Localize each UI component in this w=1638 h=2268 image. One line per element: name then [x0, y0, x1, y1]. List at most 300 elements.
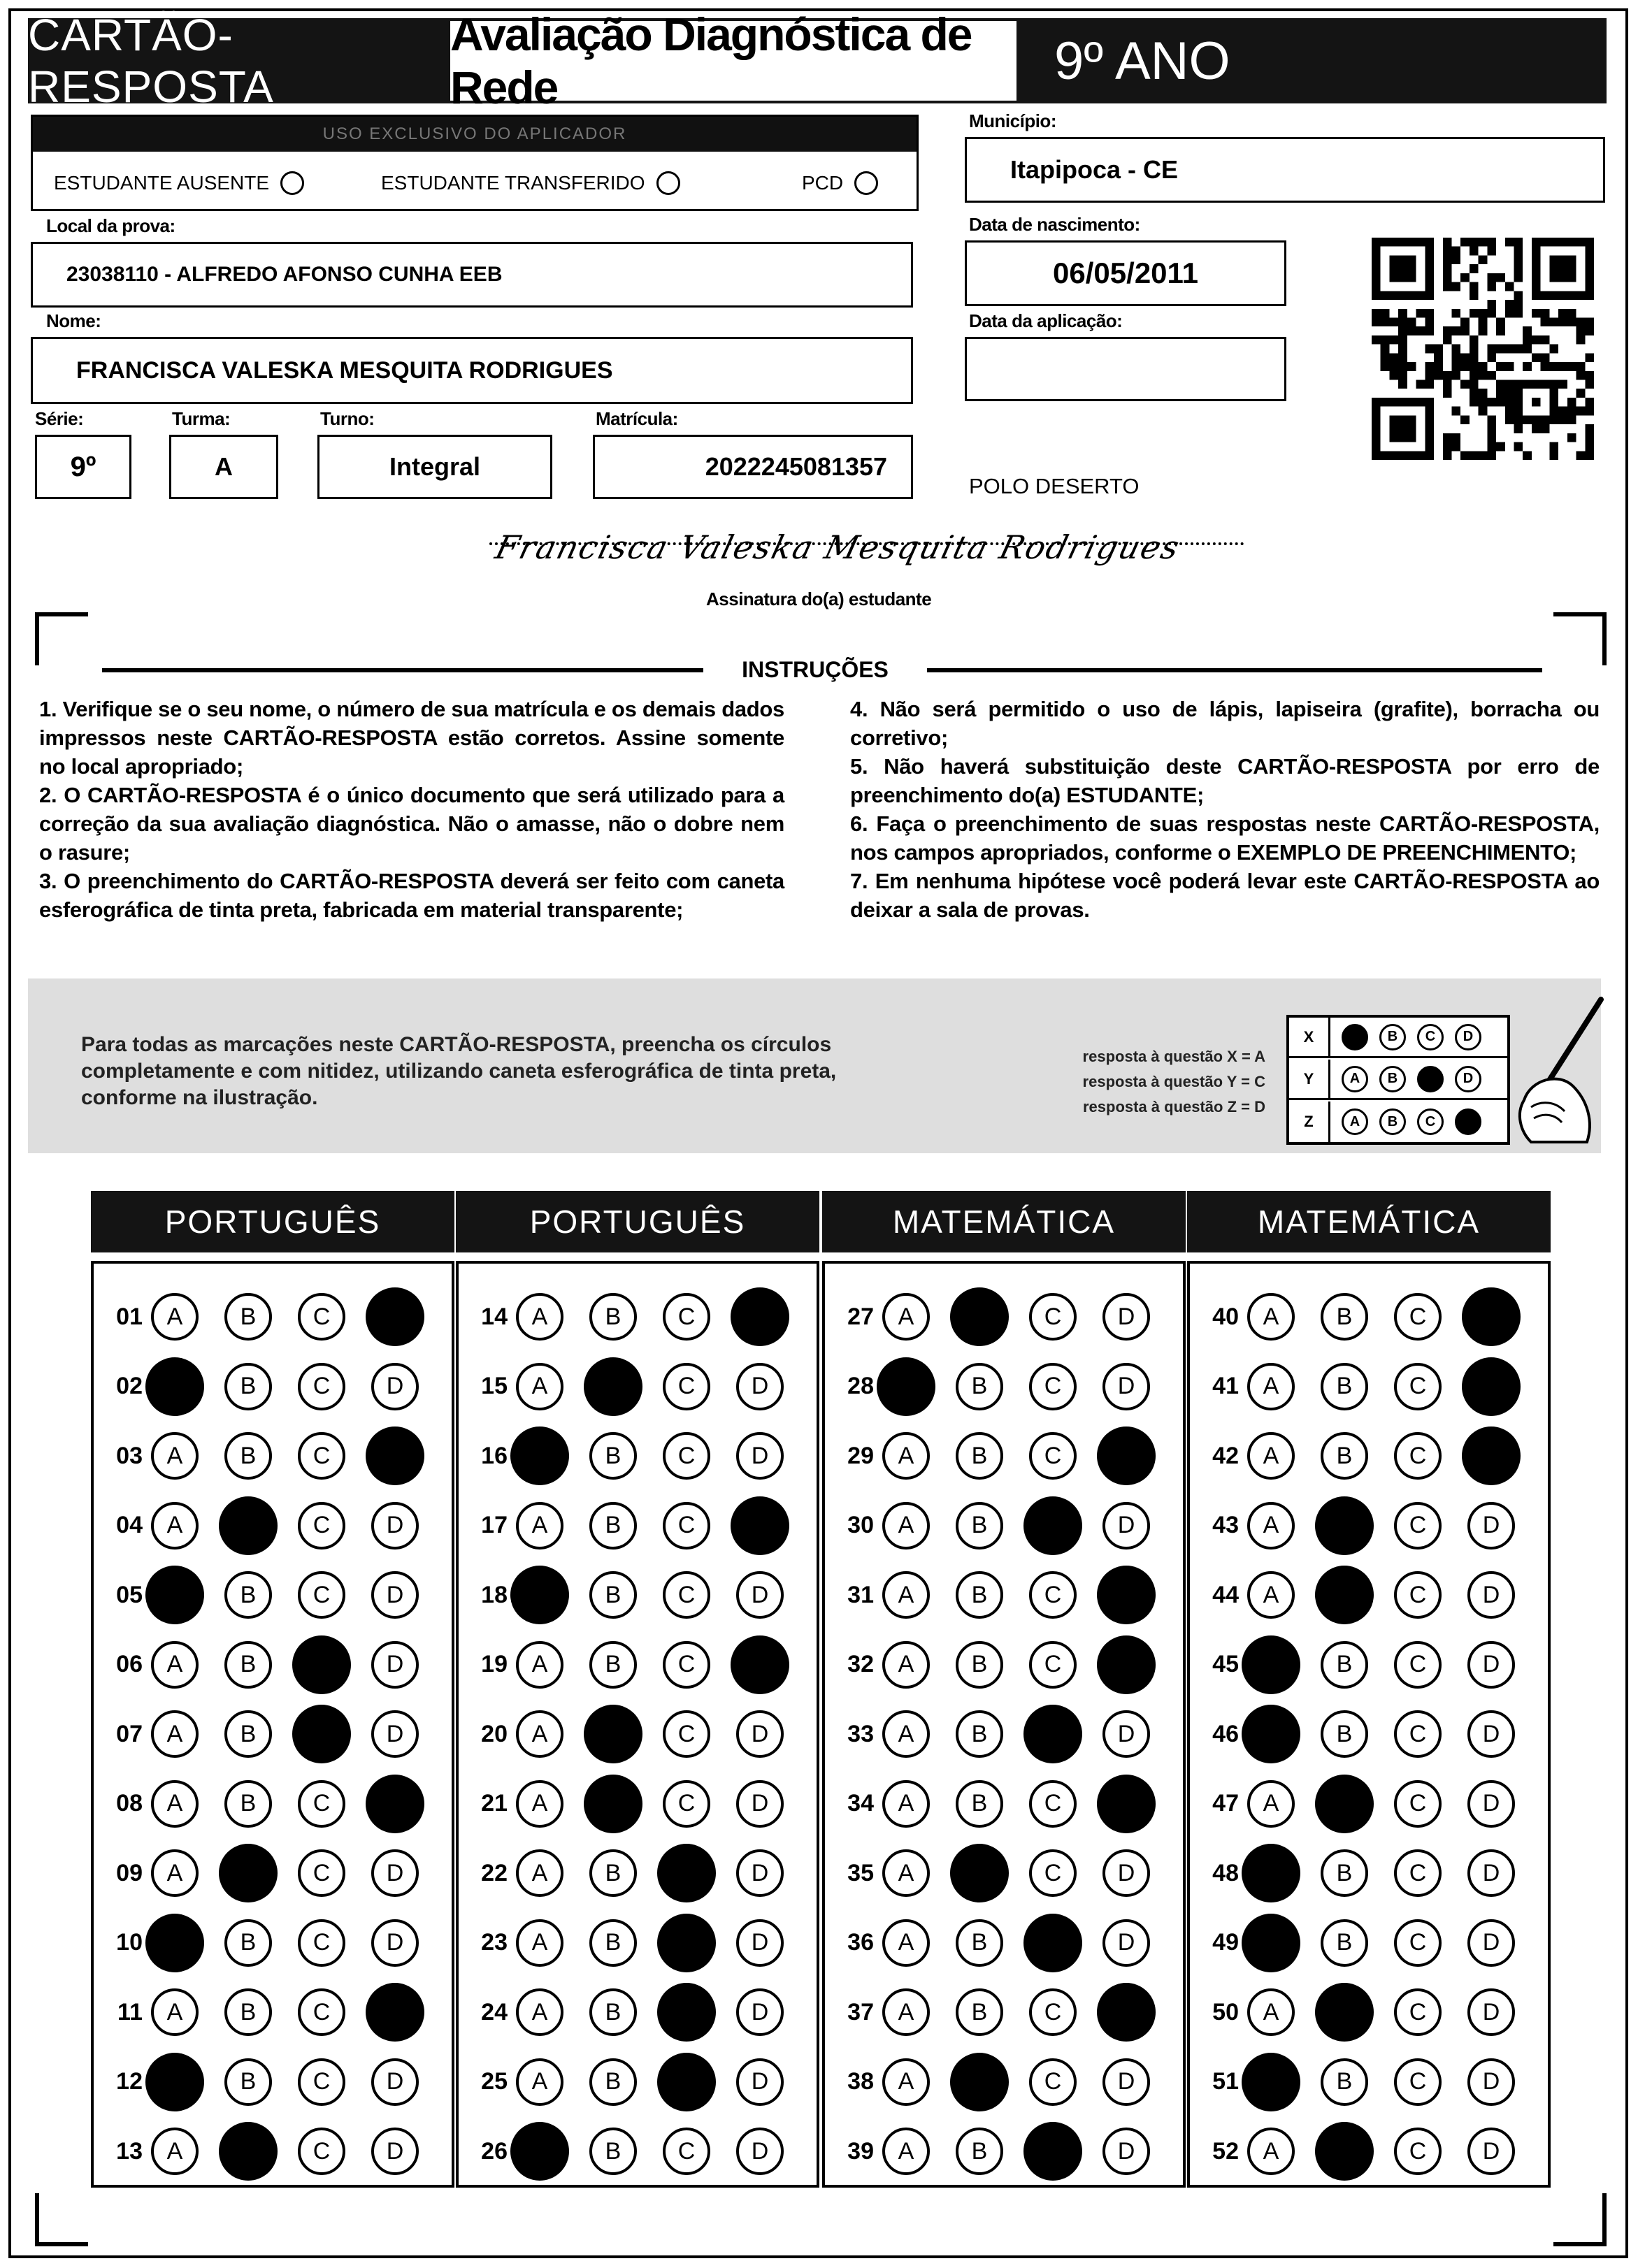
- absent-radio[interactable]: [280, 171, 304, 195]
- local-field: 23038110 - ALFREDO AFONSO CUNHA EEB: [31, 242, 913, 308]
- answer-bubble-b[interactable]: B: [589, 1502, 637, 1550]
- answer-bubble-d[interactable]: D: [371, 1641, 419, 1689]
- answer-bubble-a[interactable]: A: [1247, 1988, 1295, 2036]
- instruction-item: 1. Verifique se o seu nome, o número de sua matrícula e os demais dados impressos neste CARTÃO-RESPOSTA estão corretos. Assine somente no local apropriado;: [39, 697, 784, 779]
- answer-bubble-c[interactable]: C: [1394, 1571, 1442, 1619]
- answer-bubble-b[interactable]: B: [956, 1363, 1003, 1410]
- answer-bubble-b[interactable]: B: [956, 1502, 1003, 1550]
- answer-bubble-b[interactable]: B: [956, 1641, 1003, 1689]
- answer-bubble-b[interactable]: B: [589, 1919, 637, 1967]
- answer-bubble-c[interactable]: C: [1029, 1988, 1077, 2036]
- answer-bubble-b[interactable]: B: [1315, 2122, 1374, 2181]
- nome-label: Nome:: [46, 310, 101, 331]
- answer-bubble-d[interactable]: D: [1467, 1641, 1515, 1689]
- question-row: [825, 1498, 1150, 1554]
- answer-bubble-d[interactable]: D: [736, 2058, 784, 2106]
- answer-bubble-d[interactable]: D: [1467, 2058, 1515, 2106]
- question-number: 25: [481, 2068, 508, 2095]
- answer-bubble-c[interactable]: C: [657, 1914, 716, 1972]
- question-number: 34: [847, 1790, 874, 1816]
- answer-bubble-b[interactable]: B: [224, 1432, 272, 1480]
- answer-bubble-a[interactable]: A: [882, 1502, 930, 1550]
- answer-bubble-a[interactable]: A: [1247, 1571, 1295, 1619]
- answer-bubble-d[interactable]: D: [366, 1426, 424, 1485]
- question-number: 02: [116, 1373, 143, 1399]
- answer-bubble-d[interactable]: D: [731, 1496, 789, 1555]
- answer-bubble-c[interactable]: C: [292, 1705, 351, 1763]
- legend-item: resposta à questão Y = C: [1082, 1073, 1265, 1090]
- question-row: [825, 1637, 1150, 1693]
- answer-bubble-a[interactable]: A: [1247, 1293, 1295, 1341]
- answer-bubble-b[interactable]: B: [224, 2058, 272, 2106]
- corner-mark-tl: [35, 612, 88, 665]
- grade-title: 9º ANO: [1019, 18, 1607, 103]
- answer-bubble-b[interactable]: B: [589, 1571, 637, 1619]
- applicator-box: [31, 115, 919, 211]
- answer-bubble-d[interactable]: D: [1462, 1287, 1521, 1346]
- transferred-option[interactable]: [381, 171, 680, 195]
- answer-bubble-a[interactable]: A: [145, 1566, 204, 1624]
- answer-bubble-a[interactable]: A: [882, 1780, 930, 1828]
- question-row: [825, 1915, 1150, 1971]
- answer-bubble-d[interactable]: D: [1097, 1566, 1156, 1624]
- question-row: [825, 1706, 1150, 1762]
- answer-bubble-d[interactable]: D: [1102, 1502, 1150, 1550]
- answer-bubble-d[interactable]: D: [1102, 2058, 1150, 2106]
- answer-bubble-c[interactable]: C: [663, 1571, 710, 1619]
- answer-bubble-d[interactable]: D: [371, 1919, 419, 1967]
- answer-bubble-c[interactable]: C: [663, 2128, 710, 2175]
- answer-bubble-d[interactable]: D: [1462, 1357, 1521, 1416]
- answer-bubble-c[interactable]: C: [657, 1983, 716, 2042]
- question-row: [825, 1289, 1150, 1345]
- municipio-label: Município:: [969, 110, 1056, 131]
- answer-bubble-a[interactable]: A: [882, 1919, 930, 1967]
- answer-bubble-a[interactable]: A: [151, 2128, 199, 2175]
- answer-bubble-c[interactable]: C: [1029, 1780, 1077, 1828]
- question-number: 41: [1212, 1373, 1239, 1399]
- answer-bubble-d[interactable]: D: [1462, 1426, 1521, 1485]
- answer-bubble-c[interactable]: C: [1394, 1363, 1442, 1410]
- question-row: [825, 2054, 1150, 2110]
- question-row: [94, 2054, 419, 2110]
- instructions-rule-right: [927, 668, 1542, 672]
- legend-item: resposta à questão Z = D: [1082, 1098, 1265, 1115]
- answer-bubble-d[interactable]: D: [371, 2128, 419, 2175]
- answer-bubble-c[interactable]: C: [1394, 1293, 1442, 1341]
- answer-bubble-c[interactable]: C: [663, 1780, 710, 1828]
- answer-bubble-b[interactable]: B: [584, 1775, 642, 1833]
- answer-bubble-d[interactable]: D: [1102, 1293, 1150, 1341]
- answer-bubble-d[interactable]: D: [736, 1988, 784, 2036]
- matricula-label: Matrícula:: [596, 408, 678, 429]
- answer-bubble-c[interactable]: C: [298, 1780, 345, 1828]
- answer-bubble-d[interactable]: D: [731, 1287, 789, 1346]
- answer-bubble-a[interactable]: A: [1247, 1363, 1295, 1410]
- answer-bubble-c[interactable]: C: [663, 1641, 710, 1689]
- example-row: [1289, 1018, 1507, 1058]
- example-grid: [1286, 1015, 1510, 1145]
- signature-label: Assinatura do(a) estudante: [706, 588, 932, 609]
- answer-bubble-b[interactable]: B: [584, 1357, 642, 1416]
- answer-bubble-c[interactable]: C: [1394, 1919, 1442, 1967]
- answer-bubble-a[interactable]: A: [516, 2058, 563, 2106]
- answer-bubble-a[interactable]: A: [1247, 1502, 1295, 1550]
- answer-bubble-b[interactable]: B: [589, 1988, 637, 2036]
- aplicacao-field: [965, 337, 1286, 401]
- answer-bubble-b[interactable]: B: [224, 1293, 272, 1341]
- answer-bubble-a[interactable]: A: [882, 1571, 930, 1619]
- question-number: 04: [116, 1512, 143, 1538]
- answer-bubble-b[interactable]: B: [219, 1496, 278, 1555]
- question-row: [94, 1359, 419, 1415]
- answer-bubble-a[interactable]: A: [151, 1710, 199, 1758]
- answer-bubble-b[interactable]: B: [1321, 1849, 1368, 1897]
- answer-bubble-c[interactable]: C: [663, 1363, 710, 1410]
- signature-line: [489, 542, 1244, 545]
- answer-bubble-a[interactable]: A: [1242, 1914, 1300, 1972]
- answer-bubble-d[interactable]: D: [371, 2058, 419, 2106]
- answer-bubble-b[interactable]: B: [950, 1287, 1009, 1346]
- turma-field: A: [169, 435, 278, 499]
- answer-bubble-a[interactable]: A: [882, 2128, 930, 2175]
- question-row: [825, 1776, 1150, 1832]
- answer-bubble-a[interactable]: A: [516, 1293, 563, 1341]
- answer-bubble-d[interactable]: D: [366, 1287, 424, 1346]
- answer-bubble-b[interactable]: B: [1315, 1496, 1374, 1555]
- answer-bubble-d[interactable]: D: [1467, 1710, 1515, 1758]
- answer-bubble-c[interactable]: C: [298, 1293, 345, 1341]
- pcd-option[interactable]: [802, 171, 878, 195]
- answer-bubble-a[interactable]: A: [516, 1641, 563, 1689]
- answer-bubble-b[interactable]: B: [1321, 2058, 1368, 2106]
- answer-bubble-a[interactable]: A: [151, 1432, 199, 1480]
- question-number: 35: [847, 1859, 874, 1886]
- corner-mark-br: [1553, 2193, 1607, 2246]
- answer-bubble-b[interactable]: B: [224, 1641, 272, 1689]
- instructions-left: [39, 695, 784, 924]
- answer-bubble-a[interactable]: A: [510, 1566, 569, 1624]
- answer-bubble-a[interactable]: A: [1247, 2128, 1295, 2175]
- answer-bubble-c[interactable]: C: [298, 1363, 345, 1410]
- answer-bubble-d[interactable]: D: [1097, 1635, 1156, 1694]
- answer-bubble-d[interactable]: D: [1097, 1983, 1156, 2042]
- answer-bubble-b[interactable]: B: [1315, 1983, 1374, 2042]
- example-row-label: X: [1289, 1018, 1330, 1056]
- answer-bubble-a[interactable]: A: [882, 1432, 930, 1480]
- instruction-item: 6. Faça o preenchimento de suas respostas neste CARTÃO-RESPOSTA, nos campos apropriados, conforme o EXEMPLO DE PREENCHIMENTO;: [850, 811, 1600, 865]
- answer-bubble-b[interactable]: B: [589, 1293, 637, 1341]
- answer-bubble-c[interactable]: C: [663, 1432, 710, 1480]
- answer-bubble-b[interactable]: B: [224, 1780, 272, 1828]
- example-bubble-c: C: [1417, 1024, 1444, 1050]
- answer-bubble-c[interactable]: C: [1029, 1293, 1077, 1341]
- answer-bubble-c[interactable]: C: [1029, 1571, 1077, 1619]
- question-row: [459, 1706, 784, 1762]
- answer-bubble-b[interactable]: B: [950, 2053, 1009, 2111]
- question-row: [94, 1845, 419, 1901]
- answer-bubble-c[interactable]: C: [663, 1502, 710, 1550]
- answer-bubble-b[interactable]: B: [224, 1571, 272, 1619]
- answer-bubble-a[interactable]: A: [877, 1357, 935, 1416]
- answer-bubble-d[interactable]: D: [736, 1919, 784, 1967]
- answer-bubble-c[interactable]: C: [1394, 2128, 1442, 2175]
- answer-bubble-b[interactable]: B: [589, 2058, 637, 2106]
- answer-bubble-a[interactable]: A: [882, 1293, 930, 1341]
- question-row: [825, 2123, 1150, 2179]
- question-row: [1190, 1289, 1515, 1345]
- answer-bubble-a[interactable]: A: [151, 1849, 199, 1897]
- answer-bubble-c[interactable]: C: [1029, 1641, 1077, 1689]
- question-number: 11: [117, 1998, 143, 2025]
- local-label: Local da prova:: [46, 215, 175, 236]
- answer-bubble-d[interactable]: D: [1467, 1571, 1515, 1619]
- answer-bubble-a[interactable]: A: [882, 1988, 930, 2036]
- answer-bubble-b[interactable]: B: [1321, 1432, 1368, 1480]
- question-number: 52: [1212, 2137, 1239, 2165]
- answer-bubble-d[interactable]: D: [1102, 2128, 1150, 2175]
- question-row: [825, 1984, 1150, 2040]
- serie-label: Série:: [35, 408, 84, 429]
- instruction-item: 4. Não será permitido o uso de lápis, lapiseira (grafite), borracha ou corretivo;: [850, 697, 1600, 750]
- answer-bubble-b[interactable]: B: [1321, 1710, 1368, 1758]
- answer-bubble-a[interactable]: A: [516, 1363, 563, 1410]
- question-number: 39: [847, 2137, 874, 2165]
- answer-bubble-b[interactable]: B: [956, 1571, 1003, 1619]
- answer-bubble-a[interactable]: A: [151, 1988, 199, 2036]
- example-bubble-c: C: [1417, 1108, 1444, 1135]
- answer-bubble-c[interactable]: C: [298, 1571, 345, 1619]
- answer-bubble-c[interactable]: C: [1023, 1914, 1082, 1972]
- answer-bubble-b[interactable]: B: [1321, 1293, 1368, 1341]
- answer-bubble-c[interactable]: C: [663, 1710, 710, 1758]
- question-number: 09: [116, 1859, 143, 1886]
- answer-bubble-a[interactable]: A: [882, 2058, 930, 2106]
- answer-bubble-b[interactable]: B: [956, 1432, 1003, 1480]
- answer-bubble-a[interactable]: A: [145, 1914, 204, 1972]
- answer-bubble-a[interactable]: A: [516, 1849, 563, 1897]
- answer-bubble-d[interactable]: D: [366, 1775, 424, 1833]
- answer-bubble-c[interactable]: C: [663, 1293, 710, 1341]
- answer-bubble-c[interactable]: C: [1394, 1780, 1442, 1828]
- answer-bubble-b[interactable]: B: [1315, 1566, 1374, 1624]
- answer-bubble-b[interactable]: B: [589, 1849, 637, 1897]
- hand-pen-icon: [1482, 995, 1608, 1149]
- answer-bubble-b[interactable]: B: [956, 1919, 1003, 1967]
- question-row: [459, 2054, 784, 2110]
- answer-bubble-d[interactable]: D: [736, 1849, 784, 1897]
- answer-bubble-c[interactable]: C: [657, 2053, 716, 2111]
- answer-bubble-d[interactable]: D: [1467, 1988, 1515, 2036]
- answer-bubble-c[interactable]: C: [298, 2128, 345, 2175]
- answer-bubble-b[interactable]: B: [589, 1432, 637, 1480]
- answer-bubble-c[interactable]: C: [298, 1988, 345, 2036]
- answer-bubble-c[interactable]: C: [1029, 1849, 1077, 1897]
- legend-item: resposta à questão X = A: [1082, 1048, 1265, 1065]
- question-number: 12: [116, 2068, 143, 2095]
- answer-bubble-a[interactable]: A: [516, 1710, 563, 1758]
- answer-bubble-c[interactable]: C: [1394, 1988, 1442, 2036]
- question-row: [1190, 1359, 1515, 1415]
- instruction-item: 2. O CARTÃO-RESPOSTA é o único documento que será utilizado para a correção da sua avaliação diagnóstica. Não o amasse, não o dobre nem o rasure;: [39, 783, 784, 865]
- answer-bubble-d[interactable]: D: [736, 1432, 784, 1480]
- answer-bubble-a[interactable]: A: [1242, 2053, 1300, 2111]
- answer-bubble-a[interactable]: A: [882, 1849, 930, 1897]
- answer-bubble-c[interactable]: C: [298, 1432, 345, 1480]
- question-number: 13: [116, 2137, 143, 2165]
- answer-bubble-d[interactable]: D: [371, 1849, 419, 1897]
- answer-bubble-a[interactable]: A: [151, 1293, 199, 1341]
- question-row: [1190, 1915, 1515, 1971]
- question-row: [459, 1637, 784, 1693]
- example-bubble-b: B: [1379, 1108, 1406, 1135]
- answer-bubble-d[interactable]: D: [371, 1571, 419, 1619]
- absent-option[interactable]: [54, 171, 304, 195]
- example-bubble-a: A: [1342, 1066, 1368, 1092]
- question-row: [94, 1776, 419, 1832]
- transferred-radio[interactable]: [656, 171, 680, 195]
- answer-bubble-b[interactable]: B: [950, 1844, 1009, 1902]
- answer-bubble-d[interactable]: D: [366, 1983, 424, 2042]
- answer-bubble-b[interactable]: B: [589, 1641, 637, 1689]
- answer-bubble-a[interactable]: A: [510, 1426, 569, 1485]
- answer-bubble-a[interactable]: A: [882, 1641, 930, 1689]
- question-number: 29: [847, 1442, 874, 1469]
- answer-bubble-d[interactable]: D: [1467, 1849, 1515, 1897]
- answer-bubble-c[interactable]: C: [1029, 1432, 1077, 1480]
- answer-bubble-b[interactable]: B: [1321, 1363, 1368, 1410]
- answer-bubble-b[interactable]: B: [1321, 1641, 1368, 1689]
- example-bubble-b: B: [1379, 1066, 1406, 1092]
- answer-bubble-b[interactable]: B: [956, 1710, 1003, 1758]
- corner-mark-tr: [1553, 612, 1607, 665]
- answer-bubble-b[interactable]: B: [224, 1988, 272, 2036]
- answer-bubble-d[interactable]: D: [371, 1710, 419, 1758]
- answer-bubble-d[interactable]: D: [371, 1502, 419, 1550]
- question-number: 40: [1212, 1303, 1239, 1330]
- answer-bubble-c[interactable]: C: [1394, 2058, 1442, 2106]
- answer-bubble-d[interactable]: D: [371, 1363, 419, 1410]
- answer-bubble-c[interactable]: C: [1029, 2058, 1077, 2106]
- answer-bubble-a[interactable]: A: [1247, 1432, 1295, 1480]
- answer-bubble-c[interactable]: C: [1023, 1496, 1082, 1555]
- answer-bubble-a[interactable]: A: [510, 2122, 569, 2181]
- answer-bubble-a[interactable]: A: [151, 1780, 199, 1828]
- answer-bubble-a[interactable]: A: [1242, 1705, 1300, 1763]
- answer-bubble-b[interactable]: B: [1315, 1775, 1374, 1833]
- answer-bubble-c[interactable]: C: [298, 1919, 345, 1967]
- question-number: 23: [481, 1929, 508, 1956]
- answer-bubble-d[interactable]: D: [736, 2128, 784, 2175]
- answer-bubble-c[interactable]: C: [298, 1502, 345, 1550]
- answer-bubble-c[interactable]: C: [292, 1635, 351, 1694]
- question-row: [459, 2123, 784, 2179]
- question-number: 36: [847, 1929, 874, 1956]
- example-row-label: Z: [1289, 1102, 1330, 1142]
- answer-bubble-d[interactable]: D: [736, 1710, 784, 1758]
- question-number: 49: [1212, 1929, 1239, 1956]
- answer-bubble-b[interactable]: B: [219, 2122, 278, 2181]
- question-number: 07: [116, 1720, 143, 1747]
- answer-bubble-b[interactable]: B: [956, 1988, 1003, 2036]
- answer-bubble-b[interactable]: B: [219, 1844, 278, 1902]
- answer-bubble-c[interactable]: C: [1023, 2122, 1082, 2181]
- question-number: 15: [481, 1373, 508, 1399]
- answer-bubble-a[interactable]: A: [516, 1502, 563, 1550]
- answer-bubble-b[interactable]: B: [224, 1919, 272, 1967]
- answer-column-3: [822, 1261, 1186, 2188]
- question-row: [1190, 1428, 1515, 1484]
- answer-bubble-a[interactable]: A: [151, 1502, 199, 1550]
- answer-bubble-d[interactable]: D: [1097, 1775, 1156, 1833]
- answer-bubble-b[interactable]: B: [589, 2128, 637, 2175]
- answer-bubble-b[interactable]: B: [584, 1705, 642, 1763]
- answer-bubble-d[interactable]: D: [1102, 1363, 1150, 1410]
- answer-bubble-a[interactable]: A: [516, 1780, 563, 1828]
- answer-bubble-c[interactable]: C: [657, 1844, 716, 1902]
- question-number: 05: [116, 1581, 143, 1608]
- answer-bubble-c[interactable]: C: [1394, 1641, 1442, 1689]
- answer-bubble-a[interactable]: A: [1242, 1844, 1300, 1902]
- answer-bubble-b[interactable]: B: [224, 1363, 272, 1410]
- answer-bubble-b[interactable]: B: [956, 1780, 1003, 1828]
- answer-bubble-c[interactable]: C: [1023, 1705, 1082, 1763]
- answer-bubble-a[interactable]: A: [516, 1988, 563, 2036]
- answer-bubble-a[interactable]: A: [1247, 1780, 1295, 1828]
- question-number: 44: [1212, 1581, 1239, 1608]
- question-row: [1190, 2054, 1515, 2110]
- question-row: [94, 1706, 419, 1762]
- answer-bubble-b[interactable]: B: [224, 1710, 272, 1758]
- answer-bubble-c[interactable]: C: [1394, 1710, 1442, 1758]
- answer-bubble-c[interactable]: C: [1394, 1432, 1442, 1480]
- answer-bubble-d[interactable]: D: [1467, 2128, 1515, 2175]
- question-row: [459, 1359, 784, 1415]
- answer-bubble-d[interactable]: D: [736, 1363, 784, 1410]
- answer-bubble-d[interactable]: D: [1467, 1502, 1515, 1550]
- answer-bubble-a[interactable]: A: [516, 1919, 563, 1967]
- answer-bubble-d[interactable]: D: [1102, 1710, 1150, 1758]
- answer-bubble-c[interactable]: C: [298, 2058, 345, 2106]
- answer-bubble-c[interactable]: C: [1029, 1363, 1077, 1410]
- example-row: [1289, 1102, 1507, 1142]
- answer-bubble-a[interactable]: A: [145, 2053, 204, 2111]
- answer-bubble-a[interactable]: A: [145, 1357, 204, 1416]
- answer-bubble-a[interactable]: A: [882, 1710, 930, 1758]
- question-number: 17: [481, 1512, 508, 1538]
- answer-bubble-d[interactable]: D: [1467, 1780, 1515, 1828]
- answer-bubble-d[interactable]: D: [1467, 1919, 1515, 1967]
- answer-bubble-d[interactable]: D: [736, 1571, 784, 1619]
- question-number: 33: [847, 1720, 874, 1747]
- answer-bubble-b[interactable]: B: [956, 2128, 1003, 2175]
- answer-bubble-a[interactable]: A: [1242, 1635, 1300, 1694]
- answer-bubble-d[interactable]: D: [1102, 1849, 1150, 1897]
- answer-bubble-d[interactable]: D: [1102, 1919, 1150, 1967]
- answer-bubble-c[interactable]: C: [1394, 1849, 1442, 1897]
- answer-bubble-c[interactable]: C: [1394, 1502, 1442, 1550]
- answer-bubble-d[interactable]: D: [731, 1635, 789, 1694]
- answer-bubble-b[interactable]: B: [1321, 1919, 1368, 1967]
- example-row-label: Y: [1289, 1060, 1330, 1098]
- answer-bubble-a[interactable]: A: [151, 1641, 199, 1689]
- question-row: [459, 1428, 784, 1484]
- instruction-item: 5. Não haverá substituição deste CARTÃO-RESPOSTA por erro de preenchimento do(a) ESTUDANTE;: [850, 754, 1600, 807]
- pcd-radio[interactable]: [854, 171, 878, 195]
- answer-bubble-c[interactable]: C: [298, 1849, 345, 1897]
- answer-bubble-d[interactable]: D: [1097, 1426, 1156, 1485]
- answer-bubble-d[interactable]: D: [736, 1780, 784, 1828]
